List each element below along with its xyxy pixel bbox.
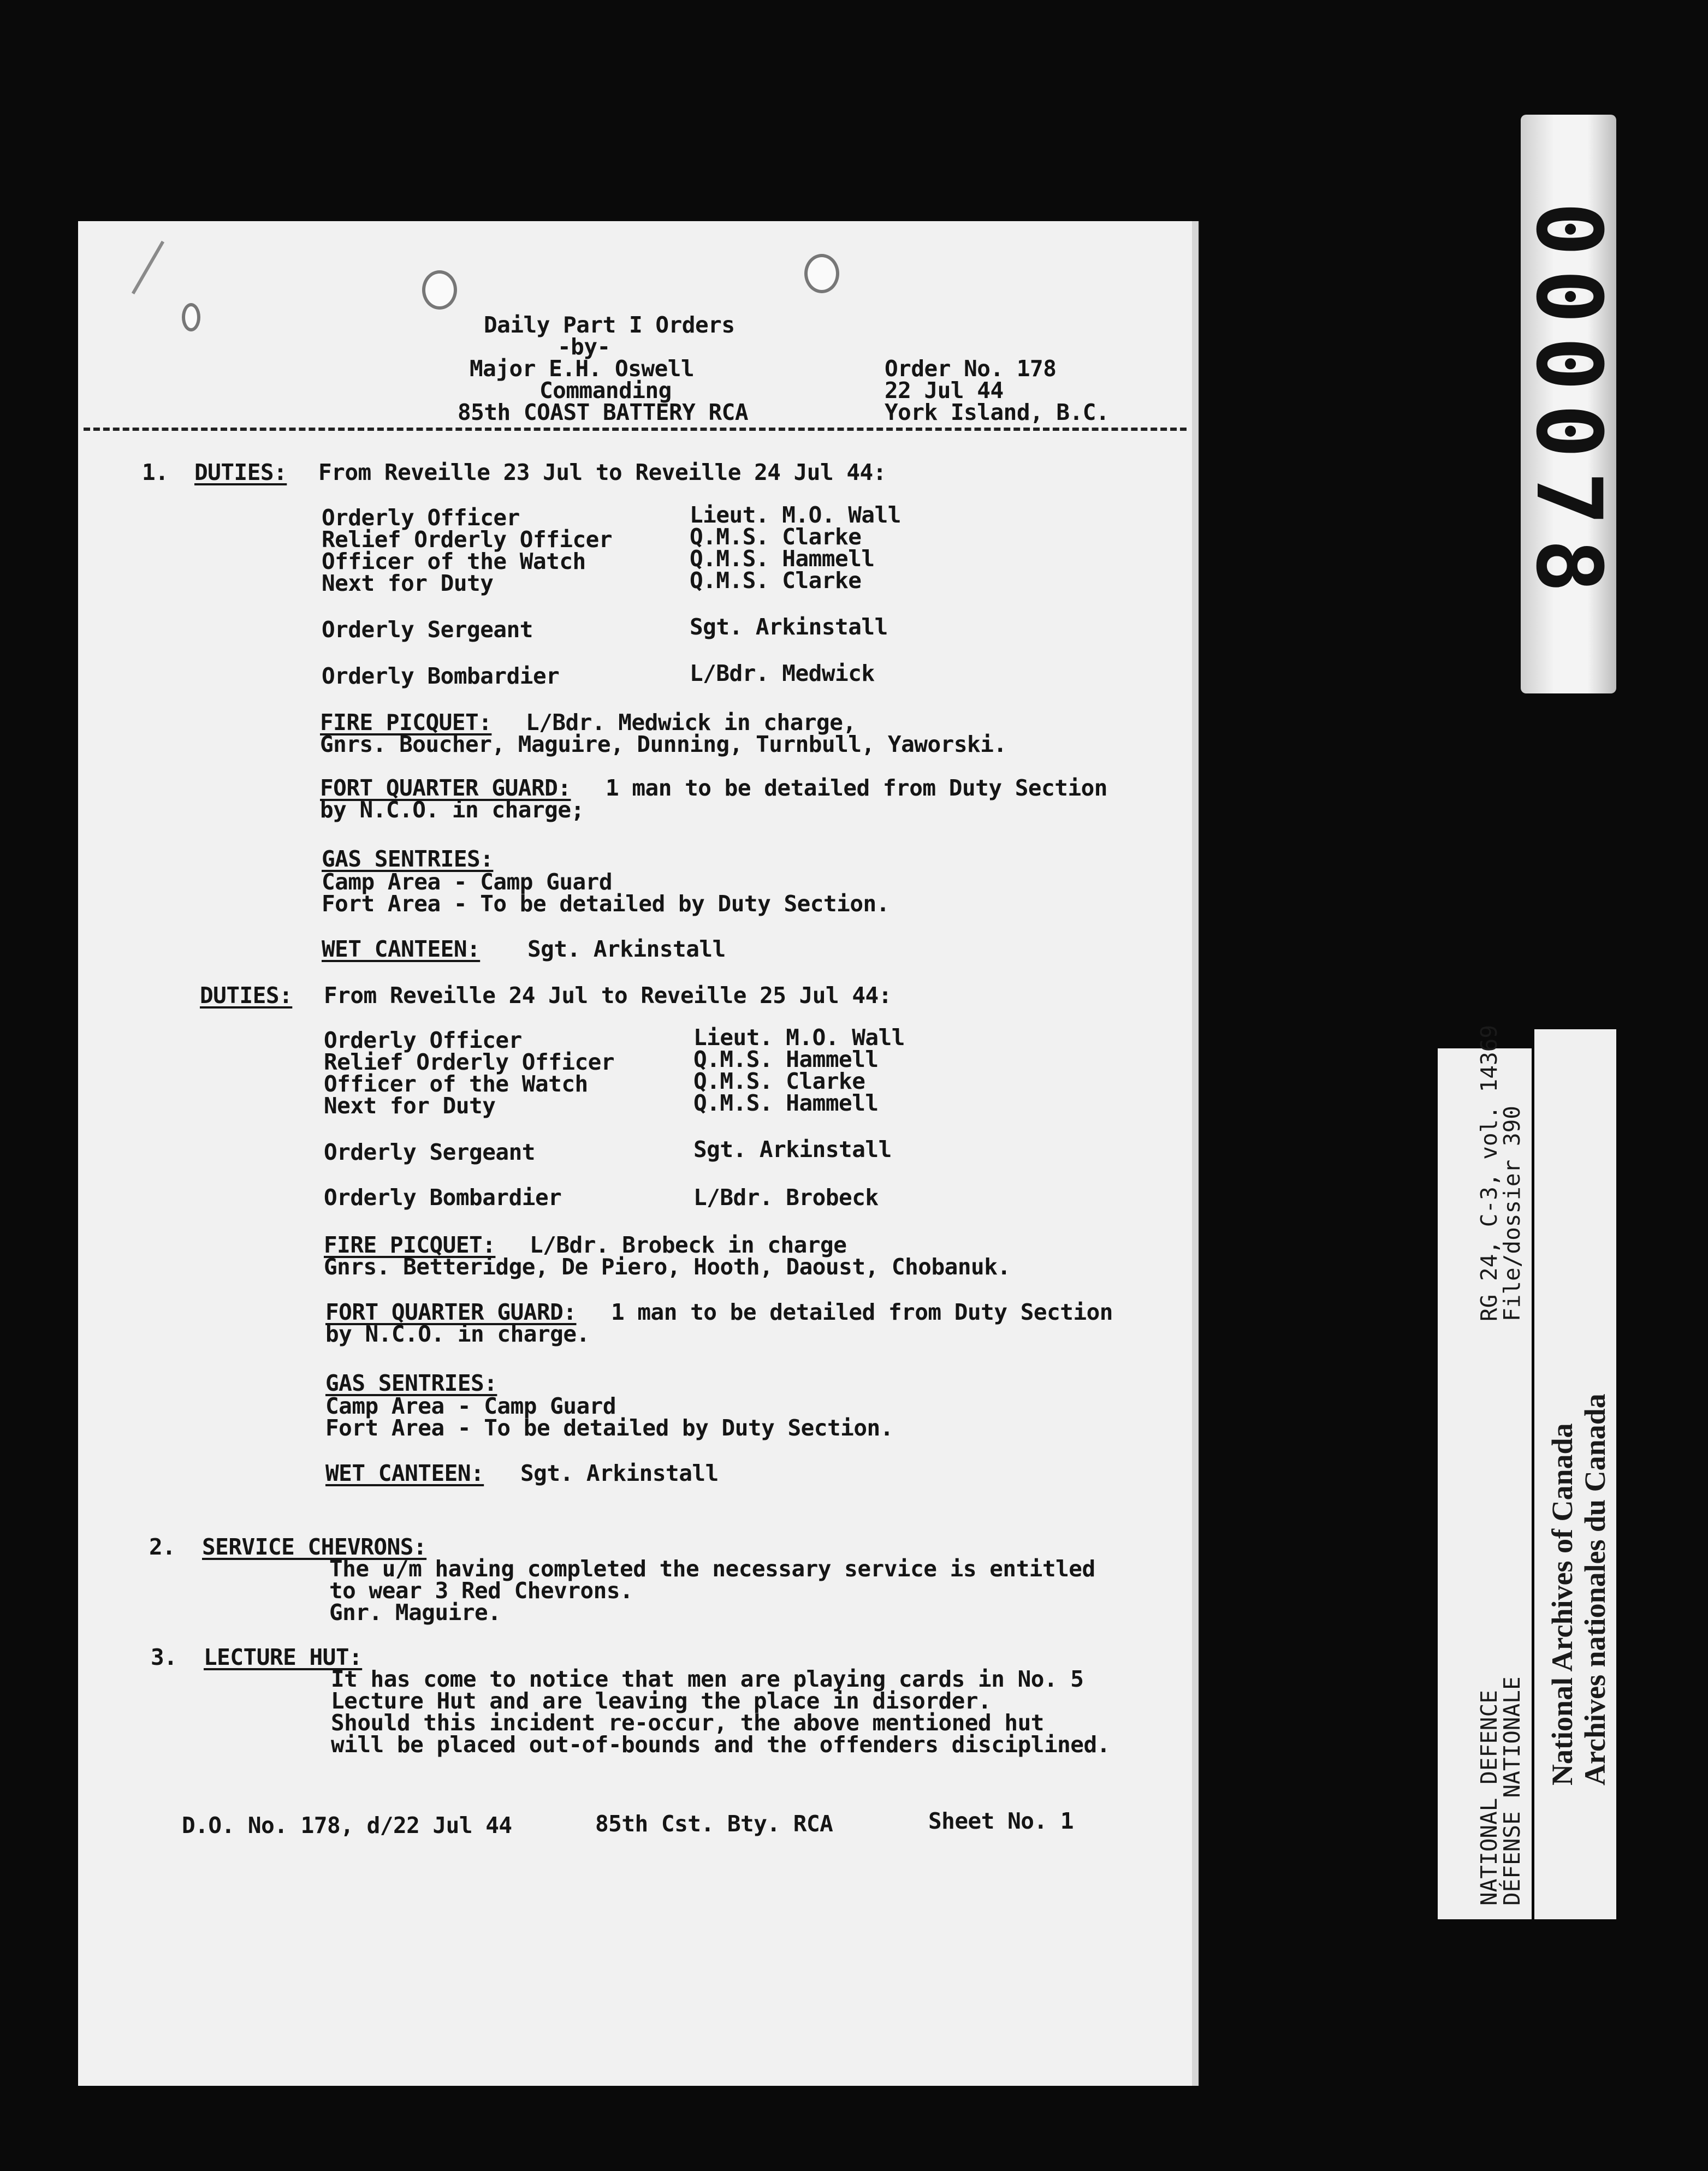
- duty-name: Sgt. Arkinstall: [693, 1136, 892, 1162]
- archives-name-en: National Archives of Canada: [1546, 1423, 1579, 1786]
- archives-name-fr: Archives nationales du Canada: [1579, 1393, 1611, 1786]
- body-line: The u/m having completed the necessary service is entitled: [329, 1556, 1095, 1582]
- duty-name: Lieut. M.O. Wall: [690, 502, 901, 528]
- section-number: 2.: [149, 1534, 176, 1560]
- duty-role: Next for Duty: [324, 1093, 496, 1119]
- header-unit: 85th COAST BATTERY RCA: [458, 399, 749, 425]
- section-heading: DUTIES:: [200, 982, 293, 1009]
- duty-name: Sgt. Arkinstall: [690, 614, 888, 640]
- duty-name: Q.M.S. Hammell: [693, 1046, 879, 1072]
- fort-guard-text: 1 man to be detailed from Duty Section: [611, 1299, 1113, 1325]
- footer-reference: D.O. No. 178, d/22 Jul 44: [182, 1812, 512, 1838]
- fire-picquet-label: FIRE PICQUET:: [320, 709, 492, 735]
- fort-guard-text: by N.C.O. in charge.: [325, 1321, 590, 1347]
- section-heading: DUTIES:: [194, 459, 287, 485]
- duty-name: Q.M.S. Clarke: [693, 1068, 865, 1094]
- duty-role: Next for Duty: [322, 570, 494, 596]
- footer-sheet: Sheet No. 1: [928, 1808, 1074, 1834]
- document-title: Daily Part I Orders: [484, 312, 735, 338]
- section-heading: LECTURE HUT:: [204, 1644, 363, 1670]
- duty-name: L/Bdr. Medwick: [690, 660, 875, 686]
- header-divider: [84, 428, 1187, 431]
- archive-ref-line: RG 24, C-3, vol. 14369: [1476, 1024, 1502, 1321]
- duty-role: Orderly Sergeant: [322, 616, 533, 643]
- archive-ref-line: File/dossier 390: [1499, 1106, 1525, 1321]
- duty-role: Orderly Officer: [322, 505, 520, 531]
- duty-role: Orderly Sergeant: [324, 1139, 535, 1165]
- fort-guard-text: by N.C.O. in charge;: [320, 797, 584, 823]
- body-line: It has come to notice that men are playing cards in No. 5: [331, 1666, 1084, 1692]
- pencil-mark: [132, 241, 164, 294]
- fire-picquet-gunners: Gnrs. Betteridge, De Piero, Hooth, Daoust, Chobanuk.: [324, 1254, 1011, 1280]
- section-number: 1.: [142, 459, 169, 485]
- order-location: York Island, B.C.: [885, 399, 1110, 425]
- duty-role: Officer of the Watch: [322, 548, 586, 574]
- gas-camp-area: Camp Area - Camp Guard: [322, 869, 613, 895]
- duty-role: Officer of the Watch: [324, 1071, 588, 1097]
- section-heading: SERVICE CHEVRONS:: [202, 1534, 427, 1560]
- body-line: Lecture Hut and are leaving the place in disorder.: [331, 1688, 992, 1714]
- punch-hole: [804, 254, 839, 293]
- gas-fort-area: Fort Area - To be detailed by Duty Section.: [325, 1415, 893, 1441]
- frame-number-strip: [1516, 115, 1621, 693]
- punch-hole: [422, 270, 457, 310]
- duty-name: Q.M.S. Hammell: [693, 1090, 879, 1116]
- duty-name: Q.M.S. Clarke: [690, 567, 862, 594]
- duty-name: L/Bdr. Brobeck: [693, 1184, 879, 1211]
- fire-picquet-text: L/Bdr. Brobeck in charge: [530, 1232, 847, 1258]
- punch-hole: [182, 303, 200, 331]
- fire-picquet-gunners: Gnrs. Boucher, Maguire, Dunning, Turnbull, Yaworski.: [320, 731, 1007, 757]
- department-line: NATIONAL DEFENCE: [1476, 1690, 1502, 1906]
- duty-role: Orderly Officer: [324, 1027, 522, 1053]
- header-role: Commanding: [539, 377, 672, 404]
- duty-period: From Reveille 23 Jul to Reveille 24 Jul 44:: [318, 459, 886, 485]
- frame-number: 000078: [1516, 201, 1621, 607]
- fort-guard-text: 1 man to be detailed from Duty Section: [606, 775, 1107, 801]
- footer-unit: 85th Cst. Bty. RCA: [595, 1811, 833, 1837]
- document-page: [78, 221, 1192, 2086]
- department-line: DÉFENSE NATIONALE: [1499, 1676, 1525, 1906]
- duty-role: Relief Orderly Officer: [322, 526, 613, 553]
- fire-picquet-text: L/Bdr. Medwick in charge,: [526, 709, 856, 735]
- wet-canteen-text: Sgt. Arkinstall: [527, 936, 726, 962]
- gas-sentries-label: GAS SENTRIES:: [322, 846, 494, 872]
- gas-fort-area: Fort Area - To be detailed by Duty Section.: [322, 891, 889, 917]
- duty-role: Relief Orderly Officer: [324, 1049, 615, 1075]
- duty-name: Q.M.S. Hammell: [690, 545, 875, 572]
- duty-role: Orderly Bombardier: [324, 1184, 562, 1211]
- body-line: Should this incident re-occur, the above mentioned hut: [331, 1710, 1044, 1736]
- body-line: Gnr. Maguire.: [329, 1599, 501, 1626]
- duty-role: Orderly Bombardier: [322, 663, 560, 689]
- fire-picquet-label: FIRE PICQUET:: [324, 1232, 496, 1258]
- fort-guard-label: FORT QUARTER GUARD:: [320, 775, 571, 801]
- body-line: will be placed out-of-bounds and the offenders disciplined.: [331, 1731, 1110, 1758]
- wet-canteen-label: WET CANTEEN:: [325, 1460, 484, 1486]
- fort-guard-label: FORT QUARTER GUARD:: [325, 1299, 577, 1325]
- order-number: Order No. 178: [885, 355, 1057, 382]
- section-number: 3.: [151, 1644, 177, 1670]
- archive-name-tag: [1534, 1029, 1616, 1919]
- header-by: -by-: [558, 334, 610, 360]
- header-officer: Major E.H. Oswell: [470, 355, 695, 382]
- body-line: to wear 3 Red Chevrons.: [329, 1577, 633, 1604]
- order-date: 22 Jul 44: [885, 377, 1004, 404]
- archive-reference-tag: [1438, 1024, 1532, 1919]
- wet-canteen-label: WET CANTEEN:: [322, 936, 481, 962]
- gas-camp-area: Camp Area - Camp Guard: [325, 1393, 616, 1419]
- gas-sentries-label: GAS SENTRIES:: [325, 1370, 497, 1396]
- duty-name: Q.M.S. Clarke: [690, 524, 862, 550]
- duty-period: From Reveille 24 Jul to Reveille 25 Jul 44:: [324, 982, 892, 1009]
- duty-name: Lieut. M.O. Wall: [693, 1024, 905, 1051]
- wet-canteen-text: Sgt. Arkinstall: [520, 1460, 719, 1486]
